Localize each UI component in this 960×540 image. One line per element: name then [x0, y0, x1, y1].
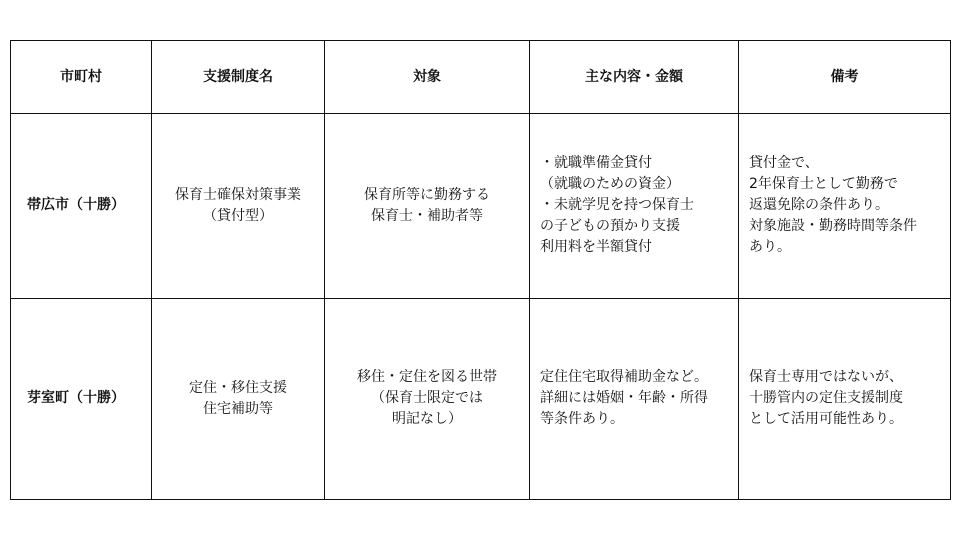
municipality-cell: 芽室町（十勝） — [11, 298, 152, 499]
program-cell — [152, 114, 325, 298]
cell-line: （貸付型） — [203, 207, 273, 224]
cell-line: 保育所等に勤務する — [364, 186, 490, 203]
cell-line: 明記なし） — [392, 411, 462, 428]
cell-line: 保育士確保対策事業 — [175, 186, 301, 203]
cell-line: 利用料を半額貸付 — [540, 239, 652, 256]
cell-line: ・就職準備金貸付 — [540, 155, 652, 172]
table-row — [11, 114, 951, 298]
cell-line: 2年保育士として勤務で — [749, 176, 898, 193]
header-program-name: 支援制度名 — [152, 41, 325, 114]
content-cell — [530, 298, 739, 499]
cell-line: 十勝管内の定住支援制度 — [749, 390, 903, 407]
cell-line: の子どもの預かり支援 — [540, 218, 680, 235]
cell-line: 定住・移住支援 — [189, 379, 287, 396]
cell-line: （就職のための資金） — [540, 176, 680, 193]
header-content-amount: 主な内容・金額 — [530, 41, 739, 114]
header-municipality: 市町村 — [11, 41, 152, 114]
cell-line: として活用可能性あり。 — [749, 411, 903, 428]
target-cell — [325, 114, 530, 298]
cell-line: 詳細には婚姻・年齢・所得 — [540, 390, 708, 407]
notes-cell — [739, 298, 951, 499]
target-cell — [325, 298, 530, 499]
header-target: 対象 — [325, 41, 530, 114]
cell-line: あり。 — [749, 239, 791, 256]
cell-line: ・未就学児を持つ保育士 — [540, 197, 694, 214]
cell-line: （保育士限定では — [371, 390, 483, 407]
cell-line: 移住・定住を図る世帯 — [357, 369, 497, 386]
notes-cell — [739, 114, 951, 298]
table-row — [11, 298, 951, 499]
cell-line: 等条件あり。 — [540, 411, 624, 428]
cell-line: 住宅補助等 — [203, 400, 273, 417]
program-cell — [152, 298, 325, 499]
municipality-cell: 帯広市（十勝） — [11, 114, 152, 298]
cell-line: 対象施設・勤務時間等条件 — [749, 218, 917, 235]
cell-line: 貸付金で、 — [749, 155, 819, 172]
cell-line: 返還免除の条件あり。 — [749, 197, 889, 214]
content-cell — [530, 114, 739, 298]
header-notes: 備考 — [739, 41, 951, 114]
cell-line: 定住住宅取得補助金など。 — [540, 369, 708, 386]
cell-line: 保育士・補助者等 — [371, 207, 483, 224]
cell-line: 保育士専用ではないが、 — [749, 369, 903, 386]
support-programs-table — [10, 40, 951, 500]
header-row — [11, 41, 951, 114]
